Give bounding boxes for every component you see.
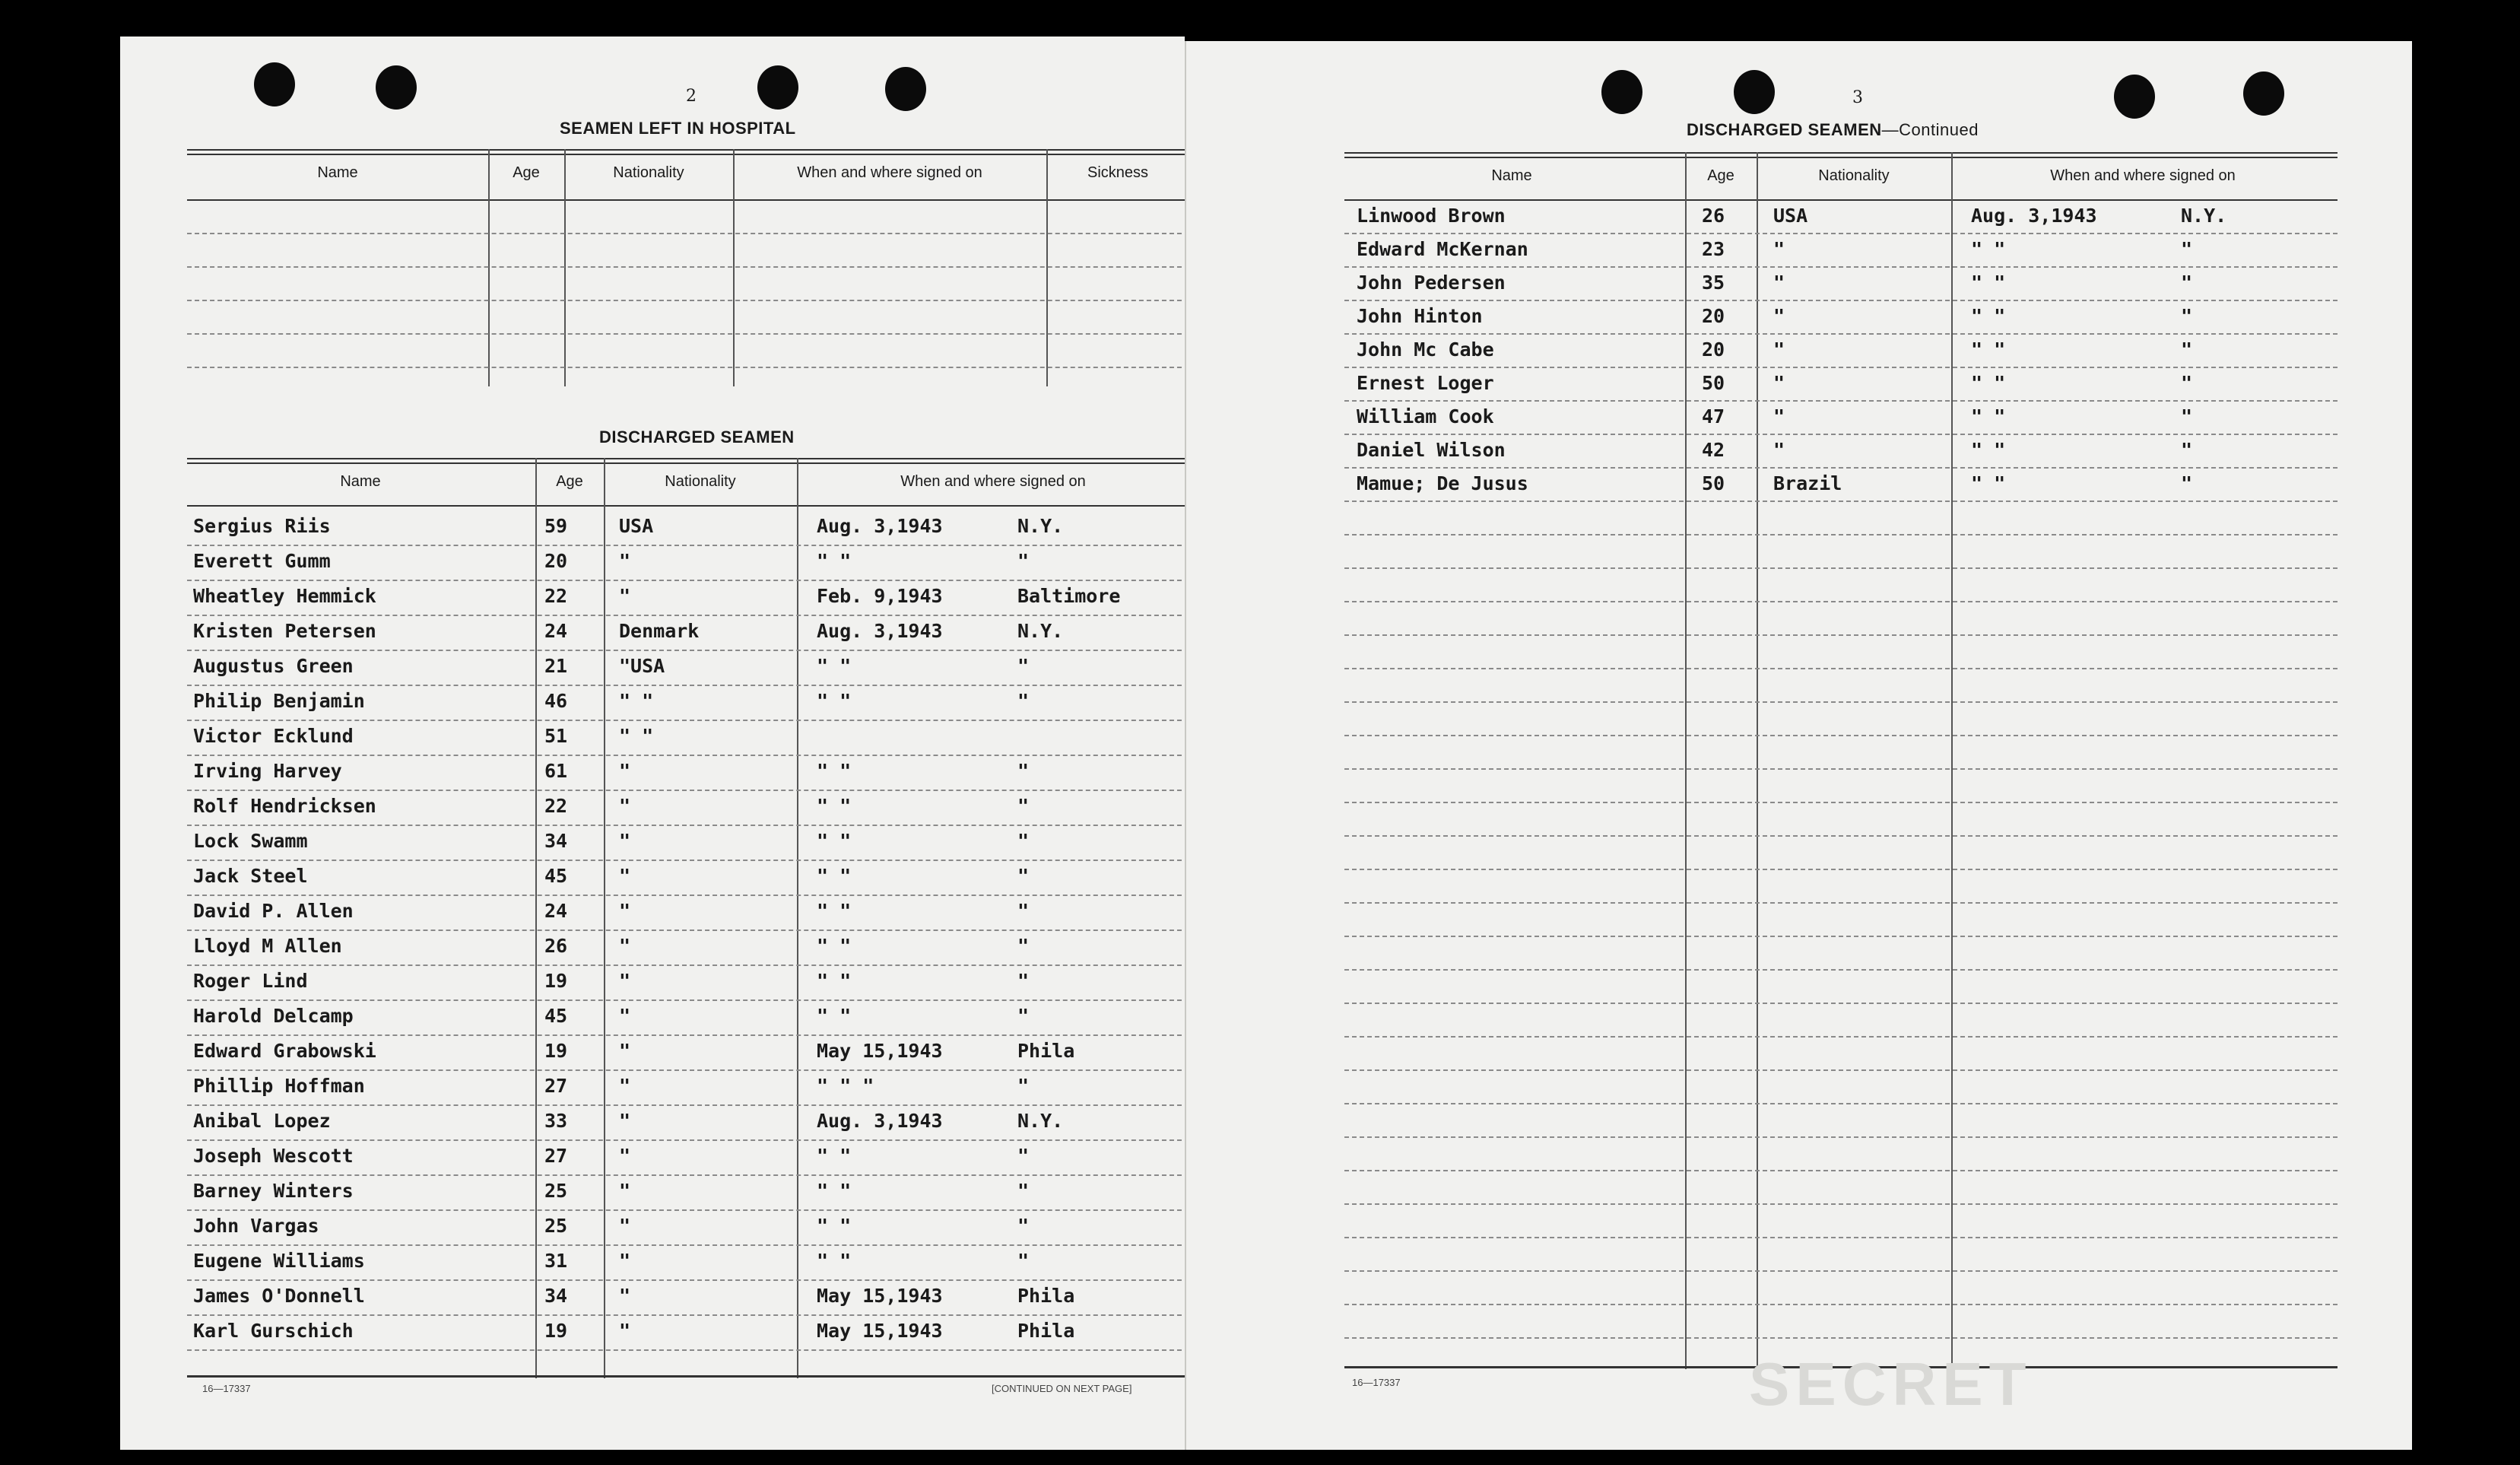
cell-nationality: ": [619, 900, 631, 922]
cell-date: May 15,1943: [817, 1285, 943, 1307]
column-header-nationality: Nationality: [613, 164, 684, 181]
table-row: [187, 794, 1185, 825]
cell-date: May 15,1943: [817, 1040, 943, 1062]
cell-place: ": [2181, 238, 2193, 260]
punch-hole: [376, 65, 417, 110]
cell-place: ": [1017, 865, 1030, 887]
table-row: [187, 654, 1185, 685]
cell-age: 50: [1702, 372, 1725, 394]
cell-age: 21: [544, 655, 568, 677]
cell-date: Aug. 3,1943: [1971, 205, 2097, 227]
punch-hole: [1601, 70, 1642, 114]
table-row: [187, 1249, 1185, 1279]
cell-name: Anibal Lopez: [193, 1110, 331, 1132]
column-header-nationality: Nationality: [1818, 167, 1890, 184]
cell-place: ": [1017, 1250, 1030, 1272]
column-header-signed-on: When and where signed on: [900, 473, 1086, 490]
cell-name: Jack Steel: [193, 865, 308, 887]
cell-date: Aug. 3,1943: [817, 1110, 943, 1132]
right-page: [1185, 41, 2412, 1450]
table-row: [187, 1179, 1185, 1209]
column-header-age: Age: [513, 164, 540, 181]
table-row: [187, 724, 1185, 755]
cell-nationality: ": [619, 1075, 631, 1097]
cell-age: 34: [544, 1285, 568, 1307]
cell-place: ": [2181, 305, 2193, 327]
cell-age: 31: [544, 1250, 568, 1272]
punch-hole: [757, 65, 798, 110]
continued-note: [CONTINUED ON NEXT PAGE]: [992, 1383, 1132, 1394]
table-row: [1344, 371, 2338, 402]
cell-age: 33: [544, 1110, 568, 1132]
left-page: [120, 37, 1185, 1450]
column-header-sickness: Sickness: [1087, 164, 1149, 181]
cell-age: 61: [544, 760, 568, 782]
cell-name: Augustus Green: [193, 655, 354, 677]
cell-name: Sergius Riis: [193, 515, 331, 537]
cell-date: " ": [817, 865, 852, 887]
cell-date: " ": [817, 1005, 852, 1027]
cell-name: Everett Gumm: [193, 550, 331, 572]
column-header-name: Name: [317, 164, 358, 181]
cell-name: Wheatley Hemmick: [193, 585, 376, 607]
column-header-age: Age: [1707, 167, 1734, 184]
cell-name: William Cook: [1357, 405, 1494, 427]
cell-nationality: ": [1773, 372, 1785, 394]
cell-date: " ": [817, 1250, 852, 1272]
cell-place: ": [1017, 1005, 1030, 1027]
cell-name: Linwood Brown: [1357, 205, 1506, 227]
cell-name: Rolf Hendricksen: [193, 795, 376, 817]
cell-date: " ": [817, 550, 852, 572]
cell-place: ": [1017, 795, 1030, 817]
table-row: [1344, 338, 2338, 368]
cell-name: Daniel Wilson: [1357, 439, 1506, 461]
cell-age: 59: [544, 515, 568, 537]
cell-nationality: "USA: [619, 655, 665, 677]
cell-nationality: ": [619, 760, 631, 782]
cell-age: 46: [544, 690, 568, 712]
table-row: [187, 759, 1185, 790]
cell-date: " ": [817, 900, 852, 922]
cell-age: 20: [1702, 338, 1725, 361]
cell-name: Joseph Wescott: [193, 1145, 354, 1167]
cell-age: 25: [544, 1215, 568, 1237]
cell-place: ": [2181, 338, 2193, 361]
page-number: 3: [1852, 88, 1863, 107]
cell-age: 35: [1702, 272, 1725, 294]
cell-name: Philip Benjamin: [193, 690, 365, 712]
cell-place: N.Y.: [2181, 205, 2227, 227]
cell-place: ": [2181, 439, 2193, 461]
secret-stamp: SECRET: [1749, 1350, 2033, 1418]
table-row: [187, 584, 1185, 615]
table-row: [1344, 271, 2338, 301]
cell-nationality: ": [619, 865, 631, 887]
cell-name: John Hinton: [1357, 305, 1483, 327]
cell-date: " ": [1971, 272, 2006, 294]
cell-place: Phila: [1017, 1285, 1075, 1307]
cell-name: Victor Ecklund: [193, 725, 354, 747]
cell-date: " ": [1971, 238, 2006, 260]
cell-nationality: ": [619, 935, 631, 957]
form-number: 16—17337: [202, 1383, 251, 1394]
cell-name: John Vargas: [193, 1215, 319, 1237]
cell-place: ": [2181, 472, 2193, 494]
cell-name: Roger Lind: [193, 970, 308, 992]
table-row: [187, 864, 1185, 895]
table-row: [187, 1284, 1185, 1314]
cell-name: Eugene Williams: [193, 1250, 365, 1272]
cell-name: John Pedersen: [1357, 272, 1506, 294]
cell-nationality: ": [619, 970, 631, 992]
cell-age: 51: [544, 725, 568, 747]
table-row: [1344, 204, 2338, 234]
table-row: [187, 1074, 1185, 1104]
cell-name: Irving Harvey: [193, 760, 342, 782]
punch-hole: [885, 67, 926, 111]
cell-nationality: ": [619, 585, 631, 607]
cell-age: 24: [544, 620, 568, 642]
cell-date: " ": [817, 760, 852, 782]
column-header-name: Name: [340, 473, 381, 490]
table-row: [187, 934, 1185, 964]
cell-date: " ": [817, 690, 852, 712]
cell-place: ": [1017, 1215, 1030, 1237]
table-row: [187, 1144, 1185, 1174]
cell-age: 23: [1702, 238, 1725, 260]
page-title-suffix: —Continued: [1881, 120, 1979, 139]
cell-date: " ": [1971, 472, 2006, 494]
cell-place: ": [1017, 1075, 1030, 1097]
cell-place: ": [2181, 272, 2193, 294]
column-header-signed-on: When and where signed on: [797, 164, 982, 181]
cell-place: ": [1017, 830, 1030, 852]
cell-place: N.Y.: [1017, 515, 1064, 537]
cell-place: ": [1017, 1145, 1030, 1167]
page-number: 2: [686, 87, 697, 106]
discharged-seamen-table: [187, 458, 1185, 1378]
table-row: [187, 1109, 1185, 1139]
cell-name: David P. Allen: [193, 900, 354, 922]
cell-age: 50: [1702, 472, 1725, 494]
table-row: [187, 514, 1185, 545]
cell-age: 27: [544, 1075, 568, 1097]
table-row: [187, 829, 1185, 860]
cell-nationality: ": [619, 1005, 631, 1027]
page-title-main: DISCHARGED SEAMEN: [1687, 120, 1882, 139]
cell-place: ": [1017, 550, 1030, 572]
cell-name: John Mc Cabe: [1357, 338, 1494, 361]
punch-hole: [254, 62, 295, 106]
cell-date: " ": [817, 935, 852, 957]
punch-hole: [1734, 70, 1775, 114]
cell-nationality: ": [1773, 405, 1785, 427]
cell-date: " ": [817, 1180, 852, 1202]
column-header-signed-on: When and where signed on: [2050, 167, 2236, 184]
cell-age: 19: [544, 1040, 568, 1062]
cell-name: James O'Donnell: [193, 1285, 365, 1307]
cell-age: 27: [544, 1145, 568, 1167]
cell-name: Lloyd M Allen: [193, 935, 342, 957]
cell-place: ": [1017, 655, 1030, 677]
table-row: [187, 549, 1185, 580]
cell-date: " ": [817, 1215, 852, 1237]
cell-place: Baltimore: [1017, 585, 1121, 607]
cell-nationality: ": [1773, 439, 1785, 461]
cell-nationality: USA: [619, 515, 654, 537]
cell-name: Phillip Hoffman: [193, 1075, 365, 1097]
table-row: [187, 899, 1185, 930]
table-row: [187, 689, 1185, 720]
column-header-nationality: Nationality: [665, 473, 736, 490]
cell-nationality: Brazil: [1773, 472, 1842, 494]
cell-age: 26: [1702, 205, 1725, 227]
table-row: [187, 1319, 1185, 1349]
cell-date: " " ": [817, 1075, 874, 1097]
cell-age: 26: [544, 935, 568, 957]
cell-age: 22: [544, 795, 568, 817]
cell-place: N.Y.: [1017, 620, 1064, 642]
cell-age: 34: [544, 830, 568, 852]
table-row: [1344, 472, 2338, 502]
cell-nationality: ": [619, 830, 631, 852]
table-row: [187, 1214, 1185, 1244]
cell-nationality: ": [619, 1145, 631, 1167]
cell-place: Phila: [1017, 1040, 1075, 1062]
page-title: [1687, 120, 1979, 140]
cell-place: ": [1017, 970, 1030, 992]
cell-nationality: ": [619, 1285, 631, 1307]
cell-date: " ": [817, 655, 852, 677]
cell-name: Ernest Loger: [1357, 372, 1494, 394]
cell-place: ": [1017, 935, 1030, 957]
cell-name: Kristen Petersen: [193, 620, 376, 642]
hospital-section-title: SEAMEN LEFT IN HOSPITAL: [560, 119, 796, 138]
table-row: [1344, 304, 2338, 335]
cell-date: May 15,1943: [817, 1320, 943, 1342]
cell-nationality: ": [1773, 272, 1785, 294]
column-header-name: Name: [1491, 167, 1532, 184]
cell-name: Mamue; De Jusus: [1357, 472, 1528, 494]
hospital-table: [187, 149, 1185, 386]
cell-age: 24: [544, 900, 568, 922]
cell-age: 20: [544, 550, 568, 572]
cell-nationality: ": [619, 550, 631, 572]
cell-age: 45: [544, 865, 568, 887]
cell-date: " ": [1971, 305, 2006, 327]
cell-age: 20: [1702, 305, 1725, 327]
cell-nationality: Denmark: [619, 620, 700, 642]
cell-nationality: ": [619, 1040, 631, 1062]
cell-nationality: ": [1773, 238, 1785, 260]
form-number: 16—17337: [1352, 1377, 1401, 1388]
cell-date: Aug. 3,1943: [817, 620, 943, 642]
table-row: [1344, 237, 2338, 268]
cell-place: ": [1017, 900, 1030, 922]
cell-name: Harold Delcamp: [193, 1005, 354, 1027]
cell-name: Edward Grabowski: [193, 1040, 376, 1062]
cell-age: 47: [1702, 405, 1725, 427]
cell-age: 22: [544, 585, 568, 607]
table-row: [187, 619, 1185, 650]
cell-place: ": [1017, 1180, 1030, 1202]
discharged-seamen-continued-table: [1344, 152, 2338, 1369]
cell-age: 25: [544, 1180, 568, 1202]
cell-place: ": [2181, 372, 2193, 394]
cell-age: 19: [544, 1320, 568, 1342]
cell-date: " ": [1971, 338, 2006, 361]
cell-nationality: " ": [619, 690, 654, 712]
cell-date: " ": [817, 830, 852, 852]
cell-date: " ": [817, 970, 852, 992]
table-row: [187, 1039, 1185, 1069]
cell-nationality: ": [1773, 338, 1785, 361]
cell-age: 42: [1702, 439, 1725, 461]
cell-place: ": [2181, 405, 2193, 427]
table-row: [1344, 438, 2338, 469]
cell-date: " ": [817, 1145, 852, 1167]
table-row: [1344, 405, 2338, 435]
cell-nationality: ": [619, 795, 631, 817]
cell-name: Edward McKernan: [1357, 238, 1528, 260]
cell-name: Karl Gurschich: [193, 1320, 354, 1342]
cell-nationality: " ": [619, 725, 654, 747]
cell-date: " ": [817, 795, 852, 817]
cell-age: 19: [544, 970, 568, 992]
cell-nationality: ": [1773, 305, 1785, 327]
punch-hole: [2243, 72, 2284, 116]
table-row: [187, 969, 1185, 999]
cell-nationality: ": [619, 1110, 631, 1132]
cell-nationality: ": [619, 1180, 631, 1202]
cell-name: Lock Swamm: [193, 830, 308, 852]
cell-place: Phila: [1017, 1320, 1075, 1342]
punch-hole: [2114, 75, 2155, 119]
cell-place: N.Y.: [1017, 1110, 1064, 1132]
cell-nationality: USA: [1773, 205, 1808, 227]
cell-date: " ": [1971, 372, 2006, 394]
discharged-section-title: DISCHARGED SEAMEN: [599, 427, 795, 446]
column-header-age: Age: [556, 473, 583, 490]
cell-date: " ": [1971, 405, 2006, 427]
cell-date: Aug. 3,1943: [817, 515, 943, 537]
cell-nationality: ": [619, 1250, 631, 1272]
cell-nationality: ": [619, 1320, 631, 1342]
cell-date: " ": [1971, 439, 2006, 461]
cell-age: 45: [544, 1005, 568, 1027]
cell-place: ": [1017, 690, 1030, 712]
cell-date: Feb. 9,1943: [817, 585, 943, 607]
cell-name: Barney Winters: [193, 1180, 354, 1202]
table-row: [187, 1004, 1185, 1034]
cell-nationality: ": [619, 1215, 631, 1237]
cell-place: ": [1017, 760, 1030, 782]
